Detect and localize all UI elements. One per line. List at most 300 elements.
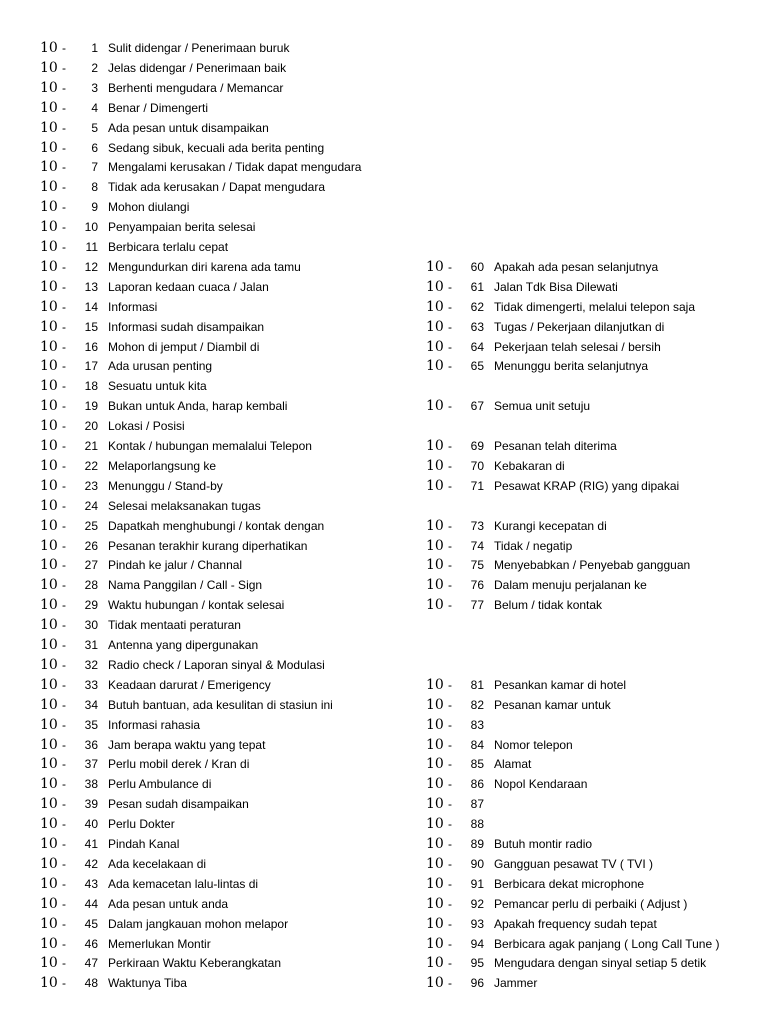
code-meaning: Kurangi kecepatan di <box>494 518 607 533</box>
code-number: 92 <box>470 896 484 911</box>
code-separator: - <box>448 777 452 792</box>
code-number: 91 <box>470 876 484 891</box>
code-meaning: Tidak dimengerti, melalui telepon saja <box>494 299 695 314</box>
code-separator: - <box>448 876 452 891</box>
code-meaning: Pesankan kamar di hotel <box>494 677 627 692</box>
code-separator: - <box>62 618 66 633</box>
code-meaning: Selesai melaksanakan tugas <box>108 498 261 513</box>
code-prefix: 10 <box>40 239 58 255</box>
code-separator: - <box>62 677 66 692</box>
code-prefix: 10 <box>40 139 58 156</box>
code-separator: - <box>448 797 452 812</box>
code-meaning: Butuh montir radio <box>494 837 593 851</box>
code-meaning: Pesanan telah diterima <box>494 439 617 453</box>
code-meaning: Nopol Kendaraan <box>494 777 588 792</box>
code-prefix: 10 <box>40 338 58 355</box>
code-meaning: Penyampaian berita selesai <box>108 220 256 235</box>
code-number: 81 <box>470 677 484 692</box>
code-prefix: 10 <box>426 398 444 415</box>
code-prefix: 10 <box>40 457 58 474</box>
code-prefix: 10 <box>40 716 58 733</box>
code-meaning: Informasi <box>108 299 158 314</box>
code-prefix: 10 <box>40 915 58 932</box>
code-meaning: Memerlukan Montir <box>108 936 211 951</box>
code-separator: - <box>448 817 452 832</box>
code-prefix: 10 <box>426 696 444 713</box>
code-meaning: Sulit didengar / Penerimaan buruk <box>108 41 290 55</box>
code-meaning: Berbicara dekat microphone <box>494 876 645 891</box>
code-prefix: 10 <box>40 875 58 892</box>
code-meaning: Perlu mobil derek / Kran di <box>108 757 250 772</box>
code-prefix: 10 <box>40 358 58 375</box>
code-number: 74 <box>470 538 484 553</box>
code-prefix: 10 <box>426 676 444 693</box>
code-number: 71 <box>470 478 484 493</box>
code-prefix: 10 <box>426 816 444 833</box>
code-separator: - <box>62 916 66 931</box>
code-number: 27 <box>84 558 98 573</box>
code-number: 4 <box>91 100 98 115</box>
code-number: 13 <box>84 279 98 294</box>
code-prefix: 10 <box>40 955 58 972</box>
code-prefix: 10 <box>40 696 58 713</box>
code-prefix: 10 <box>40 537 58 554</box>
code-prefix: 10 <box>426 278 444 295</box>
code-number: 64 <box>470 339 484 354</box>
code-number: 31 <box>84 638 98 652</box>
code-number: 47 <box>84 956 98 971</box>
code-number: 6 <box>91 140 98 155</box>
code-prefix: 10 <box>426 756 444 773</box>
code-meaning: Pesan sudah disampaikan <box>108 797 249 812</box>
code-prefix: 10 <box>40 836 58 852</box>
code-meaning: Butuh bantuan, ada kesulitan di stasiun ini <box>108 697 333 712</box>
code-separator: - <box>62 41 66 55</box>
code-number: 8 <box>91 180 98 195</box>
code-separator: - <box>448 578 452 593</box>
code-prefix: 10 <box>40 935 58 952</box>
code-separator: - <box>62 817 66 832</box>
code-meaning: Waktu hubungan / kontak selesai <box>108 598 285 613</box>
code-number: 20 <box>84 419 98 434</box>
code-number: 5 <box>91 120 98 135</box>
code-meaning: Menunggu / Stand-by <box>108 478 223 493</box>
code-number: 93 <box>470 916 484 931</box>
code-number: 94 <box>470 936 484 951</box>
code-prefix: 10 <box>40 597 58 614</box>
code-prefix: 10 <box>40 318 58 335</box>
code-number: 83 <box>470 717 484 732</box>
code-number: 84 <box>470 737 484 752</box>
code-separator: - <box>62 856 66 871</box>
code-separator: - <box>62 200 66 215</box>
code-prefix: 10 <box>426 597 444 614</box>
code-number: 33 <box>84 677 98 692</box>
code-prefix: 10 <box>40 497 58 514</box>
code-separator: - <box>62 220 66 235</box>
code-number: 89 <box>470 837 484 851</box>
code-number: 90 <box>470 856 484 871</box>
code-number: 24 <box>84 498 98 513</box>
code-prefix: 10 <box>426 298 444 315</box>
code-prefix: 10 <box>40 557 58 574</box>
code-number: 28 <box>84 578 98 593</box>
code-separator: - <box>448 837 452 851</box>
code-meaning: Mengalami kerusakan / Tidak dapat mengudara <box>108 160 362 175</box>
code-separator: - <box>448 299 452 314</box>
code-separator: - <box>62 140 66 155</box>
code-number: 12 <box>84 259 98 274</box>
code-number: 75 <box>470 558 484 573</box>
code-number: 77 <box>470 598 484 613</box>
code-separator: - <box>448 717 452 732</box>
code-prefix: 10 <box>426 895 444 912</box>
code-separator: - <box>448 558 452 573</box>
code-number: 48 <box>84 976 98 991</box>
code-separator: - <box>62 439 66 453</box>
code-prefix: 10 <box>426 875 444 892</box>
code-separator: - <box>62 160 66 175</box>
code-meaning: Dalam jangkauan mohon melapor <box>108 916 289 931</box>
code-prefix: 10 <box>40 776 58 793</box>
code-meaning: Kontak / hubungan memalalui Telepon <box>108 439 312 453</box>
code-separator: - <box>448 936 452 951</box>
code-prefix: 10 <box>40 99 58 116</box>
code-prefix: 10 <box>426 457 444 474</box>
code-prefix: 10 <box>40 179 58 196</box>
code-meaning: Belum / tidak kontak <box>494 598 603 613</box>
code-number: 32 <box>84 657 98 672</box>
code-meaning: Benar / Dimengerti <box>108 100 209 115</box>
code-prefix: 10 <box>40 398 58 415</box>
code-prefix: 10 <box>40 736 58 753</box>
code-meaning: Berhenti mengudara / Memancar <box>108 80 284 95</box>
code-separator: - <box>448 697 452 712</box>
code-meaning: Perlu Ambulance di <box>108 777 212 792</box>
code-meaning: Pesanan kamar untuk <box>494 697 611 712</box>
code-meaning: Radio check / Laporan sinyal & Modulasi <box>108 657 325 672</box>
code-prefix: 10 <box>40 199 58 216</box>
code-number: 25 <box>84 518 98 533</box>
code-number: 16 <box>84 339 98 354</box>
code-meaning: Pesawat KRAP (RIG) yang dipakai <box>494 478 680 493</box>
code-number: 37 <box>84 757 98 772</box>
code-prefix: 10 <box>426 796 444 813</box>
code-separator: - <box>62 339 66 354</box>
code-meaning: Mohon diulangi <box>108 200 190 215</box>
code-number: 23 <box>84 478 98 493</box>
code-prefix: 10 <box>40 617 58 634</box>
code-number: 38 <box>84 777 98 792</box>
code-separator: - <box>62 777 66 792</box>
code-separator: - <box>62 279 66 294</box>
code-meaning: Jelas didengar / Penerimaan baik <box>108 60 287 75</box>
code-meaning: Nomor telepon <box>494 737 573 752</box>
code-meaning: Sesuatu untuk kita <box>108 379 207 394</box>
code-prefix: 10 <box>426 935 444 952</box>
code-meaning: Perkiraan Waktu Keberangkatan <box>108 956 281 971</box>
code-separator: - <box>62 419 66 434</box>
code-prefix: 10 <box>40 278 58 295</box>
code-separator: - <box>448 896 452 911</box>
code-meaning: Lokasi / Posisi <box>108 419 185 434</box>
code-meaning: Informasi sudah disampaikan <box>108 319 265 334</box>
code-prefix: 10 <box>40 438 58 454</box>
code-number: 22 <box>84 458 98 473</box>
code-meaning: Antenna yang dipergunakan <box>108 638 259 652</box>
code-meaning: Pekerjaan telah selesai / bersih <box>494 339 661 354</box>
code-number: 39 <box>84 797 98 812</box>
code-number: 42 <box>84 856 98 871</box>
code-prefix: 10 <box>40 676 58 693</box>
code-separator: - <box>62 737 66 752</box>
code-separator: - <box>448 458 452 473</box>
code-prefix: 10 <box>40 219 58 236</box>
code-number: 26 <box>84 538 98 553</box>
code-separator: - <box>448 339 452 354</box>
code-meaning: Dalam menuju perjalanan ke <box>494 578 647 593</box>
code-separator: - <box>448 259 452 274</box>
code-meaning: Informasi rahasia <box>108 717 201 732</box>
code-number: 40 <box>84 817 98 832</box>
code-meaning: Perlu Dokter <box>108 817 175 832</box>
code-separator: - <box>62 379 66 394</box>
code-separator: - <box>448 598 452 613</box>
code-meaning: Tidak / negatip <box>494 538 573 553</box>
code-number: 73 <box>470 518 484 533</box>
code-prefix: 10 <box>40 895 58 912</box>
code-prefix: 10 <box>40 418 58 435</box>
code-prefix: 10 <box>40 40 58 56</box>
code-meaning: Alamat <box>494 757 532 772</box>
code-separator: - <box>62 458 66 473</box>
code-prefix: 10 <box>426 855 444 872</box>
code-separator: - <box>62 100 66 115</box>
code-separator: - <box>62 538 66 553</box>
code-separator: - <box>448 856 452 871</box>
code-separator: - <box>62 558 66 573</box>
code-prefix: 10 <box>40 855 58 872</box>
code-separator: - <box>448 279 452 294</box>
code-separator: - <box>62 299 66 314</box>
code-number: 36 <box>84 737 98 752</box>
code-meaning: Mengudara dengan sinyal setiap 5 detik <box>494 956 707 971</box>
code-meaning: Berbicara terlalu cepat <box>108 240 229 254</box>
code-number: 2 <box>91 60 98 75</box>
code-prefix: 10 <box>40 298 58 315</box>
code-prefix: 10 <box>426 955 444 972</box>
code-number: 43 <box>84 876 98 891</box>
code-number: 76 <box>470 578 484 593</box>
code-meaning: Apakah ada pesan selanjutnya <box>494 259 659 274</box>
code-separator: - <box>62 956 66 971</box>
code-prefix: 10 <box>426 915 444 932</box>
code-prefix: 10 <box>426 517 444 534</box>
code-prefix: 10 <box>426 258 444 275</box>
code-meaning: Mohon di jemput / Diambil di <box>108 339 260 354</box>
code-separator: - <box>62 976 66 991</box>
code-separator: - <box>448 399 452 414</box>
code-number: 19 <box>84 399 98 414</box>
code-meaning: Bukan untuk Anda, harap kembali <box>108 399 288 414</box>
code-prefix: 10 <box>40 577 58 594</box>
code-meaning: Apakah frequency sudah tepat <box>494 916 657 931</box>
code-separator: - <box>62 717 66 732</box>
code-prefix: 10 <box>40 119 58 136</box>
code-number: 41 <box>84 837 98 851</box>
code-meaning: Waktunya Tiba <box>108 976 187 991</box>
code-meaning: Semua unit setuju <box>494 399 591 414</box>
code-separator: - <box>448 478 452 493</box>
code-separator: - <box>62 80 66 95</box>
code-number: 70 <box>470 458 484 473</box>
code-number: 96 <box>470 976 484 991</box>
code-meaning: Sedang sibuk, kecuali ada berita penting <box>108 140 325 155</box>
code-separator: - <box>62 399 66 414</box>
code-number: 21 <box>84 439 98 453</box>
code-number: 35 <box>84 717 98 732</box>
code-separator: - <box>62 598 66 613</box>
code-prefix: 10 <box>426 537 444 554</box>
code-separator: - <box>62 876 66 891</box>
code-separator: - <box>62 478 66 493</box>
code-meaning: Keadaan darurat / Emerigency <box>108 677 271 692</box>
code-meaning: Dapatkah menghubungi / kontak dengan <box>108 518 325 533</box>
code-meaning: Tugas / Pekerjaan dilanjutkan di <box>494 319 665 334</box>
code-separator: - <box>448 677 452 692</box>
code-meaning: Ada pesan untuk disampaikan <box>108 120 269 135</box>
code-number: 60 <box>470 259 484 274</box>
code-number: 63 <box>470 319 484 334</box>
code-number: 14 <box>84 299 98 314</box>
code-number: 34 <box>84 697 98 712</box>
code-meaning: Ada kemacetan lalu-lintas di <box>108 876 259 891</box>
code-separator: - <box>448 359 452 374</box>
code-separator: - <box>62 180 66 195</box>
code-prefix: 10 <box>40 258 58 275</box>
code-meaning: Pesanan terakhir kurang diperhatikan <box>108 538 308 553</box>
code-separator: - <box>448 916 452 931</box>
code-meaning: Laporan kedaan cuaca / Jalan <box>108 279 269 294</box>
code-number: 69 <box>470 439 484 453</box>
code-separator: - <box>62 797 66 812</box>
code-number: 67 <box>470 399 484 414</box>
code-meaning: Pemancar perlu di perbaiki ( Adjust ) <box>494 896 688 911</box>
code-number: 15 <box>84 319 98 334</box>
code-meaning: Jalan Tdk Bisa Dilewati <box>494 279 618 294</box>
code-meaning: Jam berapa waktu yang tepat <box>108 737 266 752</box>
code-prefix: 10 <box>426 736 444 753</box>
code-number: 7 <box>91 160 98 175</box>
code-prefix: 10 <box>426 776 444 793</box>
code-separator: - <box>62 936 66 951</box>
code-number: 17 <box>84 359 98 374</box>
code-separator: - <box>62 319 66 334</box>
code-prefix: 10 <box>40 816 58 833</box>
code-meaning: Melaporlangsung ke <box>108 458 217 473</box>
code-prefix: 10 <box>40 59 58 76</box>
code-number: 82 <box>470 697 484 712</box>
code-separator: - <box>62 578 66 593</box>
code-separator: - <box>448 439 452 453</box>
code-number: 65 <box>470 359 484 374</box>
code-number: 87 <box>470 797 484 812</box>
code-number: 3 <box>91 80 98 95</box>
code-separator: - <box>62 837 66 851</box>
code-number: 88 <box>470 817 484 832</box>
code-meaning: Pindah ke jalur / Channal <box>108 558 243 573</box>
code-separator: - <box>448 956 452 971</box>
code-prefix: 10 <box>426 338 444 355</box>
code-separator: - <box>62 518 66 533</box>
code-prefix: 10 <box>426 438 444 454</box>
code-prefix: 10 <box>40 756 58 773</box>
code-prefix: 10 <box>40 796 58 813</box>
code-meaning: Kebakaran di <box>494 458 565 473</box>
code-separator: - <box>62 498 66 513</box>
code-meaning: Ada kecelakaan di <box>108 856 207 871</box>
code-number: 30 <box>84 618 98 633</box>
code-prefix: 10 <box>40 477 58 494</box>
code-meaning: Nama Panggilan / Call - Sign <box>108 578 263 593</box>
code-prefix: 10 <box>40 975 58 992</box>
code-prefix: 10 <box>40 159 58 176</box>
code-number: 61 <box>470 279 484 294</box>
code-prefix: 10 <box>40 656 58 673</box>
code-separator: - <box>62 60 66 75</box>
code-prefix: 10 <box>426 577 444 594</box>
code-meaning: Ada urusan penting <box>108 359 213 374</box>
code-separator: - <box>62 638 66 652</box>
code-prefix: 10 <box>426 318 444 335</box>
code-separator: - <box>62 896 66 911</box>
code-prefix: 10 <box>426 716 444 733</box>
code-meaning: Menyebabkan / Penyebab gangguan <box>494 558 691 573</box>
code-separator: - <box>62 259 66 274</box>
code-prefix: 10 <box>426 358 444 375</box>
code-number: 86 <box>470 777 484 792</box>
code-meaning: Mengundurkan diri karena ada tamu <box>108 259 301 274</box>
code-separator: - <box>448 737 452 752</box>
code-prefix: 10 <box>40 378 58 395</box>
code-separator: - <box>62 120 66 135</box>
code-prefix: 10 <box>40 79 58 96</box>
code-separator: - <box>62 697 66 712</box>
code-meaning: Tidak ada kerusakan / Dapat mengudara <box>108 180 326 195</box>
code-separator: - <box>448 319 452 334</box>
code-meaning: Berbicara agak panjang ( Long Call Tune ) <box>494 936 720 951</box>
code-meaning: Tidak mentaati peraturan <box>108 618 241 633</box>
code-number: 45 <box>84 916 98 931</box>
code-number: 95 <box>470 956 484 971</box>
code-meaning: Jammer <box>494 976 538 991</box>
code-separator: - <box>62 757 66 772</box>
code-number: 29 <box>84 598 98 613</box>
code-meaning: Menunggu berita selanjutnya <box>494 359 649 374</box>
code-number: 46 <box>84 936 98 951</box>
code-number: 1 <box>91 41 98 55</box>
code-prefix: 10 <box>426 975 444 992</box>
code-prefix: 10 <box>426 477 444 494</box>
code-prefix: 10 <box>40 517 58 534</box>
code-number: 44 <box>84 896 98 911</box>
code-number: 18 <box>84 379 98 394</box>
code-meaning: Gangguan pesawat TV ( TVI ) <box>494 856 653 871</box>
code-separator: - <box>448 976 452 991</box>
code-prefix: 10 <box>426 557 444 574</box>
code-separator: - <box>448 538 452 553</box>
code-separator: - <box>62 657 66 672</box>
